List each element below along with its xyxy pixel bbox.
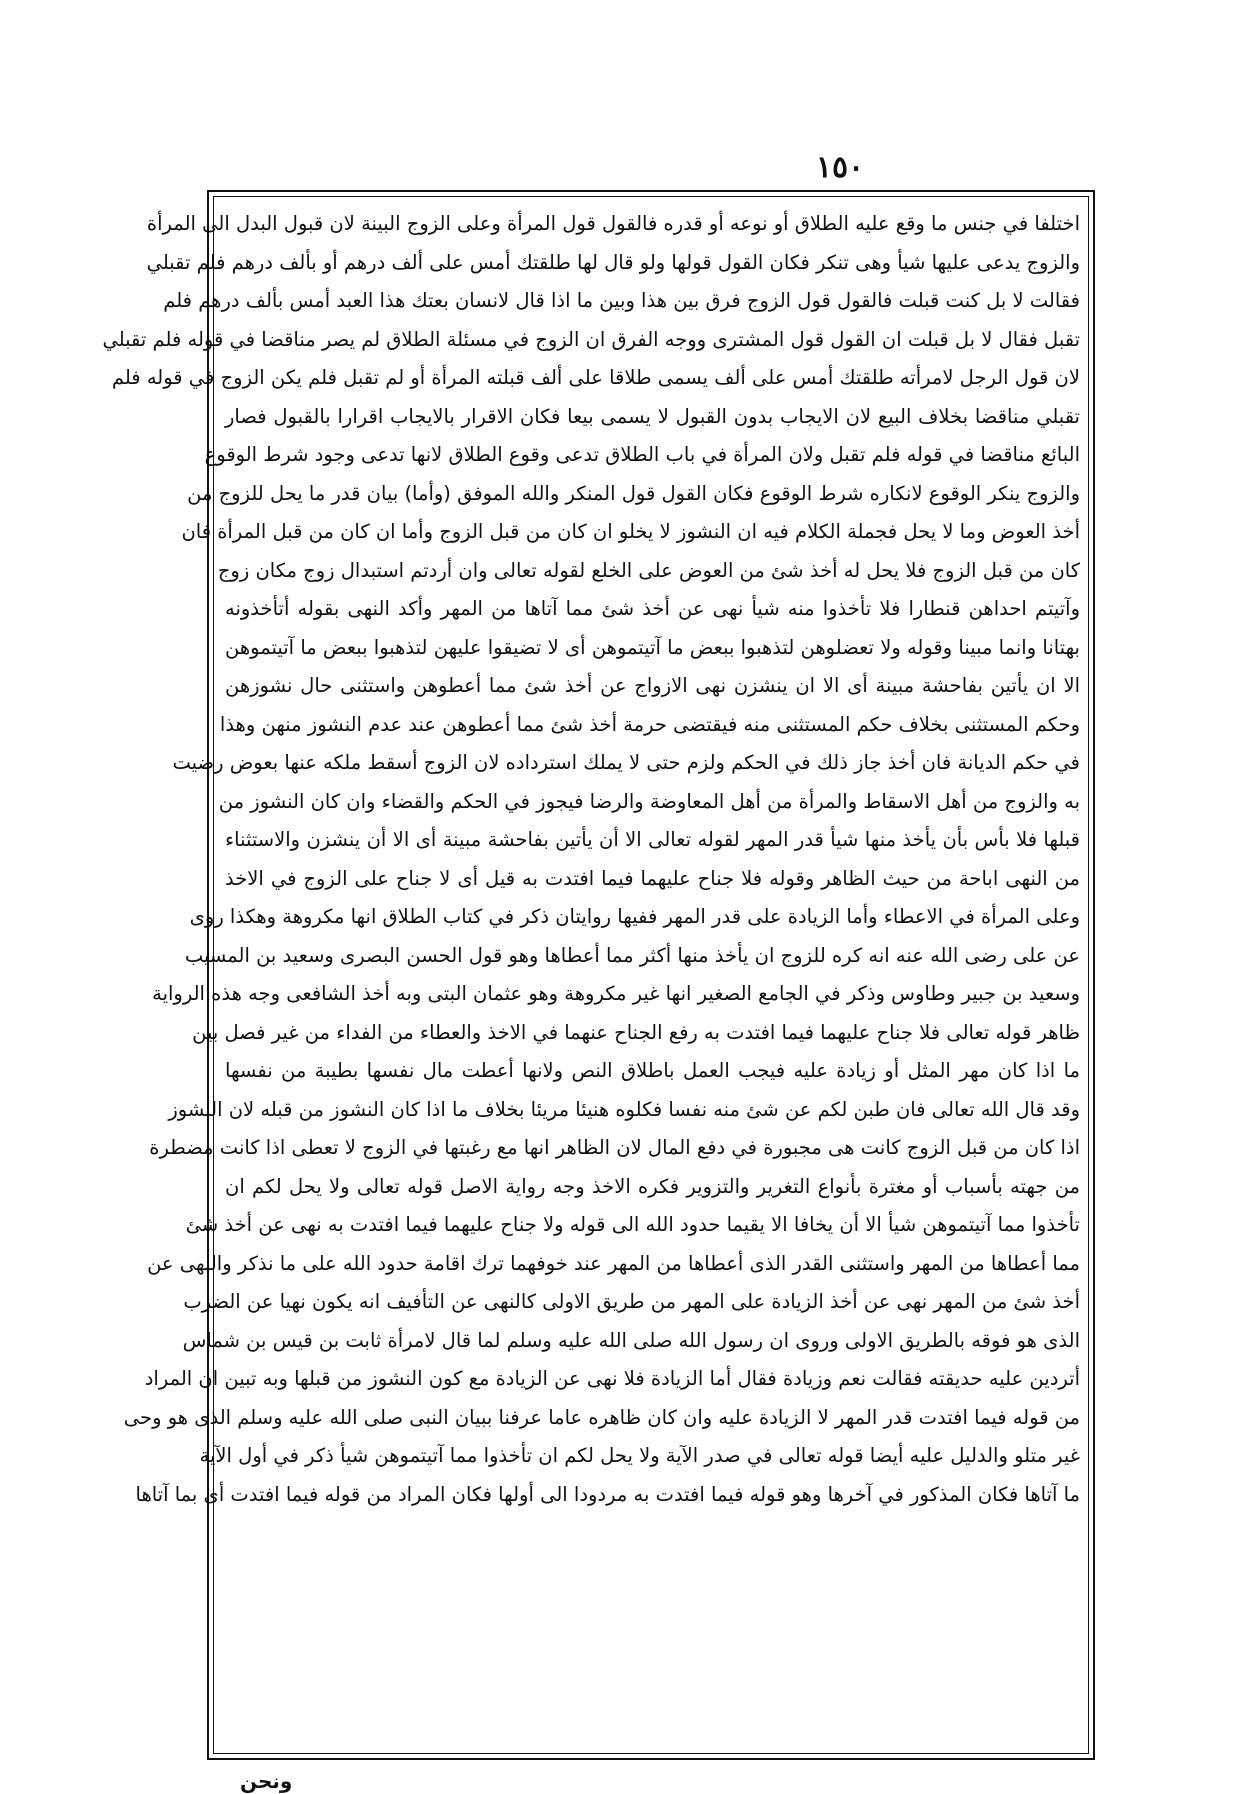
text-line: لان قول الرجل لامرأته طلقتك أمس على ألف يسمى طلاقا على ألف قبلته المرأة أو لم تقبل فلم يكن الزوج في قوله فلم <box>111 366 1080 389</box>
text-line: به والزوج من أهل الاسقاط والمرأة من أهل المعاوضة والرضا فيجوز في الحكم والقضاء وان كان النشوز من <box>218 789 1080 813</box>
text-line: تقبلي مناقضا بخلاف البيع لان الايجاب بدون القبول لا يسمى بيعا فكان الاقرار بالايجاب اقرارا بالقبول فصار <box>225 404 1080 428</box>
main-text-block <box>102 205 1080 1745</box>
text-line: من النهى اباحة من حيث الظاهر وقوله فلا جناح عليهما فيما افتدت به قيل أى لا جناح على الزوج في الاخذ <box>225 866 1080 890</box>
text-line: أتردين عليه حديقته فقالت نعم وزيادة فقال أما الزيادة فلا نهى عن الزيادة مع كون النشوز من قبلها وبه تبين ان المراد <box>144 1367 1080 1390</box>
text-line: الذى هو فوقه بالطريق الاولى وروى ان رسول الله صلى الله عليه وسلم لما قال لامرأة ثابت بن قيس بن شماس <box>182 1328 1080 1352</box>
text-line: أخذ شئ من المهر نهى عن أخذ الزيادة على المهر من طريق الاولى كالنهى عن التأفيف انه يكون نهيا عن الضرب <box>183 1290 1080 1313</box>
text-line: تأخذوا مما آتيتموهن شيأ الا أن يخافا الا يقيما حدود الله الى قوله ولا جناح عليهما فيما افتدت به نهى عن أخذ شئ <box>185 1213 1080 1236</box>
text-line: ما آتاها فكان المذكور في آخرها وهو قوله فيما افتدت به مردودا الى أولها فكان المراد من قوله فيما افتدت أى بما آتاها <box>135 1482 1080 1506</box>
text-line: كان من قبل الزوج فلا يحل له أخذ شئ من العوض على الخلع لقوله تعالى وان أردتم استبدال زوج مكان زوج <box>217 558 1080 582</box>
text-line: والزوج يدعى عليها شيأ وهى تنكر فكان القول قولها ولو قال لها طلقتك أمس على ألف درهم أو بألف درهم فلم تقبلي <box>146 250 1080 274</box>
text-line: وسعيد بن جبير وطاوس وذكر في الجامع الصغير انها غير مكروهة وهو عثمان البتى وبه أخذ الشافعى وجه هذه الرواية <box>152 982 1080 1005</box>
text-line: ظاهر قوله تعالى فلا جناح عليهما فيما افتدت به رفع الجناح عنهما في الاخذ والعطاء من الفداء من غير فصل بين <box>192 1020 1080 1044</box>
text-line: من جهته بأسباب أو مغترة بأنواع التغرير والتزوير فكره الاخذ وجه رواية الاصل قوله تعالى ولا يحل لكم ان <box>225 1174 1080 1198</box>
text-line: بهتانا وانما مبينا وقوله ولا تعضلوهن لتذهبوا ببعض ما آتيتموهن أى لا تضيقوا عليهن لتذهبوا ببعض ما آتيتموهن <box>225 635 1080 659</box>
page-number: ١٥٠ <box>815 150 865 185</box>
text-line: ما اذا كان مهر المثل أو زيادة عليه فيجب العمل باطلاق النص ولانها أعطت مال نفسها بطيبة من نفسها <box>225 1059 1080 1082</box>
text-line: الا ان يأتين بفاحشة مبينة أى الا ان ينشزن نهى الازواج عن أخذ شئ مما أعطوهن واستثنى حال نشوزهن <box>225 674 1080 697</box>
catchword: ونحن <box>240 1769 293 1793</box>
text-line: غير متلو والدليل عليه أيضا قوله تعالى في صدر الآية ولا يحل لكم ان تأخذوا مما آتيتموهن شيأ ذكر في أول الآية <box>199 1444 1080 1467</box>
text-line: تقبل فقال لا بل قبلت ان القول قول المشترى ووجه الفرق ان الزوج في مسئلة الطلاق لم يصر مناقضا في قوله فلم تقبلي <box>102 327 1080 351</box>
text-line: مما أعطاها من المهر واستثنى القدر الذى أعطاها من المهر عند خوفهما ترك اقامة حدود الله على ما نذكر والنهى عن <box>147 1251 1080 1275</box>
text-line: فقالت لا بل كنت قبلت فالقول قول الزوج فرق بين هذا وبين ما اذا قال لانسان بعتك هذا العبد أمس بألف درهم فلم <box>163 289 1080 312</box>
text-line: اذا كان من قبل الزوج كانت هى مجبورة في دفع المال لان الظاهر انها مع رغبتها في الزوج لا تعطى اذا كانت مضطرة <box>149 1136 1080 1159</box>
text-line: من قوله فيما افتدت قدر المهر لا الزيادة عليه وان كان ظاهره عاما عرفنا ببيان النبى صلى الله عليه وسلم الذى هو وحى <box>123 1405 1080 1429</box>
text-line: وعلى المرأة في الاعطاء وأما الزيادة على قدر المهر ففيها روايتان ذكر في كتاب الطلاق انها مكروهة وهكذا روى <box>189 905 1080 928</box>
text-line: البائع مناقضا في قوله فلم تقبل ولان المرأة في باب الطلاق تدعى وقوع الطلاق لانها تدعى وجود شرط الوقوع <box>204 443 1080 466</box>
text-line: قبلها فلا بأس بأن يأخذ منها شيأ قدر المهر لقوله تعالى الا أن يأتين بفاحشة مبينة أى الا أن ينشزن والاستثناء <box>225 828 1080 851</box>
text-line: اختلفا في جنس ما وقع عليه الطلاق أو نوعه أو قدره فالقول قول المرأة وعلى الزوج البينة لان قبول البدل الى المرأة <box>146 212 1080 235</box>
text-line: في حكم الديانة فان أخذ جاز ذلك في الحكم ولزم حتى لا يملك استرداده لان الزوج أسقط ملكه عنها بعوض رضيت <box>172 751 1080 774</box>
text-line: والزوج ينكر الوقوع لانكاره شرط الوقوع فكان القول قول المنكر والله الموفق (وأما) بيان قدر ما يحل للزوج من <box>187 481 1080 505</box>
text-line: وحكم المستثنى بخلاف حكم المستثنى منه فيقتضى حرمة أخذ شئ مما أعطوهن عند عدم النشوز منهن وهذا <box>219 712 1080 736</box>
text-line: أخذ العوض وما لا يحل فجملة الكلام فيه ان النشوز لا يخلو ان كان من قبل الزوج وأما ان كان من قبل المرأة فان <box>181 520 1080 543</box>
text-line: عن على رضى الله عنه انه كره للزوج ان يأخذ منها أكثر مما أعطاها وهو قول الحسن البصرى وسعيد بن المسيب <box>184 943 1080 967</box>
text-line: وآتيتم احداهن قنطارا فلا تأخذوا منه شيأ نهى عن أخذ شئ مما آتاها من المهر وأكد النهى بقوله أتأخذونه <box>225 597 1080 620</box>
text-line: وقد قال الله تعالى فان طبن لكم عن شئ منه نفسا فكلوه هنيئا مريئا بخلاف ما اذا كان النشوز من قبله لان النشوز <box>168 1097 1080 1121</box>
